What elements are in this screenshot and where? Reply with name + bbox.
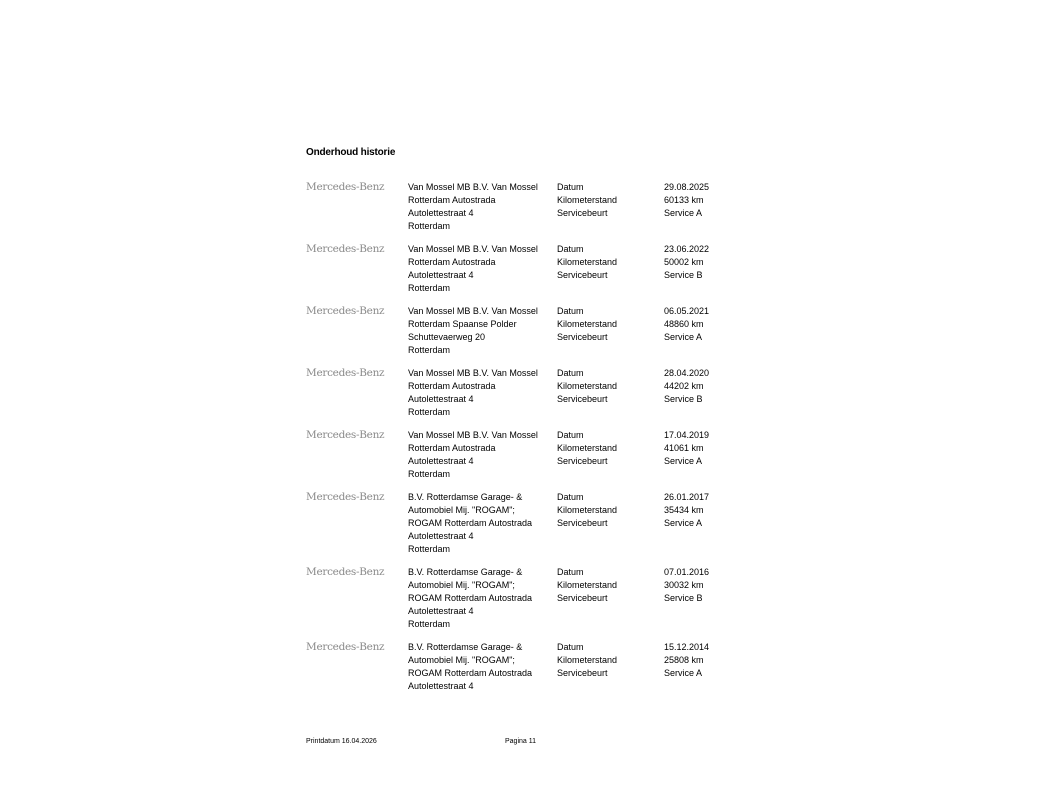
service-label: Servicebeurt: [557, 668, 608, 678]
service-entry: [306, 491, 766, 566]
dealer-address: [408, 305, 553, 357]
field-values: [664, 367, 709, 406]
dealer-line: Rotterdam Autostrada: [408, 443, 496, 453]
dealer-line: Rotterdam: [408, 283, 451, 293]
mileage-value: 41061 km: [664, 443, 704, 453]
mileage-value: 48860 km: [664, 319, 704, 329]
field-values: [664, 305, 709, 344]
date-value: 29.08.2025: [664, 182, 710, 192]
mileage-value: 60133 km: [664, 195, 704, 205]
mileage-label: Kilometerstand: [557, 655, 618, 665]
dealer-line: Automobiel Mij. "ROGAM";: [408, 655, 515, 665]
date-label: Datum: [557, 642, 584, 652]
service-label: Servicebeurt: [557, 208, 608, 218]
dealer-line: Autolettestraat 4: [408, 456, 474, 466]
service-label: Servicebeurt: [557, 332, 608, 342]
service-label: Servicebeurt: [557, 518, 608, 528]
service-value: Service B: [664, 593, 703, 603]
date-value: 15.12.2014: [664, 642, 710, 652]
field-labels: [557, 641, 617, 680]
service-label: Servicebeurt: [557, 456, 608, 466]
service-value: Service B: [664, 394, 703, 404]
service-entry: [306, 566, 766, 641]
field-labels: [557, 305, 617, 344]
mercedes-benz-logo: Mercedes-Benz: [306, 305, 385, 317]
field-values: [664, 641, 709, 680]
date-value: 17.04.2019: [664, 430, 710, 440]
service-entry: [306, 181, 766, 243]
date-label: Datum: [557, 244, 584, 254]
dealer-address: [408, 491, 553, 556]
service-entry: [306, 367, 766, 429]
dealer-address: [408, 429, 553, 481]
date-label: Datum: [557, 306, 584, 316]
dealer-line: Rotterdam Autostrada: [408, 195, 496, 205]
dealer-line: Van Mossel MB B.V. Van Mossel: [408, 244, 538, 254]
page-number: Pagina 11: [505, 738, 537, 745]
mileage-label: Kilometerstand: [557, 195, 618, 205]
mileage-value: 35434 km: [664, 505, 704, 515]
date-value: 28.04.2020: [664, 368, 710, 378]
dealer-line: B.V. Rotterdamse Garage- &: [408, 567, 523, 577]
service-entry: [306, 429, 766, 491]
mercedes-benz-logo: Mercedes-Benz: [306, 243, 385, 255]
field-labels: [557, 429, 617, 468]
dealer-line: ROGAM Rotterdam Autostrada: [408, 518, 533, 528]
date-value: 23.06.2022: [664, 244, 710, 254]
dealer-line: Van Mossel MB B.V. Van Mossel: [408, 306, 538, 316]
dealer-line: Rotterdam Autostrada: [408, 381, 496, 391]
dealer-line: Autolettestraat 4: [408, 270, 474, 280]
mercedes-benz-logo: Mercedes-Benz: [306, 641, 385, 653]
dealer-line: Autolettestraat 4: [408, 531, 474, 541]
service-value: Service A: [664, 332, 703, 342]
field-values: [664, 491, 709, 530]
date-value: 07.01.2016: [664, 567, 710, 577]
dealer-line: ROGAM Rotterdam Autostrada: [408, 668, 533, 678]
mileage-value: 50002 km: [664, 257, 704, 267]
mercedes-benz-logo: Mercedes-Benz: [306, 429, 385, 441]
dealer-line: Rotterdam: [408, 407, 451, 417]
date-label: Datum: [557, 430, 584, 440]
dealer-line: Autolettestraat 4: [408, 681, 474, 691]
mercedes-benz-logo: Mercedes-Benz: [306, 367, 385, 379]
dealer-address: [408, 181, 553, 233]
mileage-label: Kilometerstand: [557, 505, 618, 515]
service-value: Service B: [664, 270, 703, 280]
maintenance-history-list: [306, 181, 766, 703]
field-labels: [557, 181, 617, 220]
mileage-value: 44202 km: [664, 381, 704, 391]
service-entry: [306, 305, 766, 367]
mileage-label: Kilometerstand: [557, 257, 618, 267]
dealer-line: B.V. Rotterdamse Garage- &: [408, 492, 523, 502]
mercedes-benz-logo: Mercedes-Benz: [306, 491, 385, 503]
field-labels: [557, 491, 617, 530]
field-values: [664, 243, 709, 282]
date-label: Datum: [557, 368, 584, 378]
mileage-label: Kilometerstand: [557, 580, 618, 590]
date-value: 26.01.2017: [664, 492, 710, 502]
print-date: Printdatum 16.04.2026: [306, 738, 377, 745]
date-label: Datum: [557, 492, 584, 502]
dealer-line: Van Mossel MB B.V. Van Mossel: [408, 430, 538, 440]
dealer-line: B.V. Rotterdamse Garage- &: [408, 642, 523, 652]
mileage-label: Kilometerstand: [557, 319, 618, 329]
dealer-line: Autolettestraat 4: [408, 394, 474, 404]
field-values: [664, 181, 709, 220]
page-title: Onderhoud historie: [306, 147, 396, 158]
field-labels: [557, 243, 617, 282]
dealer-line: Rotterdam: [408, 619, 451, 629]
mileage-value: 25808 km: [664, 655, 704, 665]
dealer-line: Rotterdam: [408, 544, 451, 554]
date-value: 06.05.2021: [664, 306, 710, 316]
date-label: Datum: [557, 182, 584, 192]
field-labels: [557, 367, 617, 406]
dealer-line: Van Mossel MB B.V. Van Mossel: [408, 368, 538, 378]
dealer-address: [408, 243, 553, 295]
mercedes-benz-logo: Mercedes-Benz: [306, 181, 385, 193]
dealer-line: Rotterdam Spaanse Polder: [408, 319, 517, 329]
dealer-line: Autolettestraat 4: [408, 606, 474, 616]
dealer-line: Rotterdam Autostrada: [408, 257, 496, 267]
dealer-address: [408, 566, 553, 631]
dealer-line: Automobiel Mij. "ROGAM";: [408, 580, 515, 590]
service-label: Servicebeurt: [557, 593, 608, 603]
service-entry: [306, 243, 766, 305]
mileage-label: Kilometerstand: [557, 443, 618, 453]
mileage-label: Kilometerstand: [557, 381, 618, 391]
dealer-line: Automobiel Mij. "ROGAM";: [408, 505, 515, 515]
dealer-address: [408, 367, 553, 419]
dealer-line: Autolettestraat 4: [408, 208, 474, 218]
field-values: [664, 429, 709, 468]
field-labels: [557, 566, 617, 605]
dealer-line: ROGAM Rotterdam Autostrada: [408, 593, 533, 603]
dealer-line: Van Mossel MB B.V. Van Mossel: [408, 182, 538, 192]
field-values: [664, 566, 709, 605]
mercedes-benz-logo: Mercedes-Benz: [306, 566, 385, 578]
dealer-line: Schuttevaerweg 20: [408, 332, 486, 342]
service-entry: [306, 641, 766, 703]
dealer-address: [408, 641, 553, 693]
service-label: Servicebeurt: [557, 394, 608, 404]
service-label: Servicebeurt: [557, 270, 608, 280]
service-value: Service A: [664, 518, 703, 528]
service-value: Service A: [664, 208, 703, 218]
dealer-line: Rotterdam: [408, 345, 451, 355]
date-label: Datum: [557, 567, 584, 577]
dealer-line: Rotterdam: [408, 469, 451, 479]
mileage-value: 30032 km: [664, 580, 704, 590]
dealer-line: Rotterdam: [408, 221, 451, 231]
service-value: Service A: [664, 668, 703, 678]
service-value: Service A: [664, 456, 703, 466]
